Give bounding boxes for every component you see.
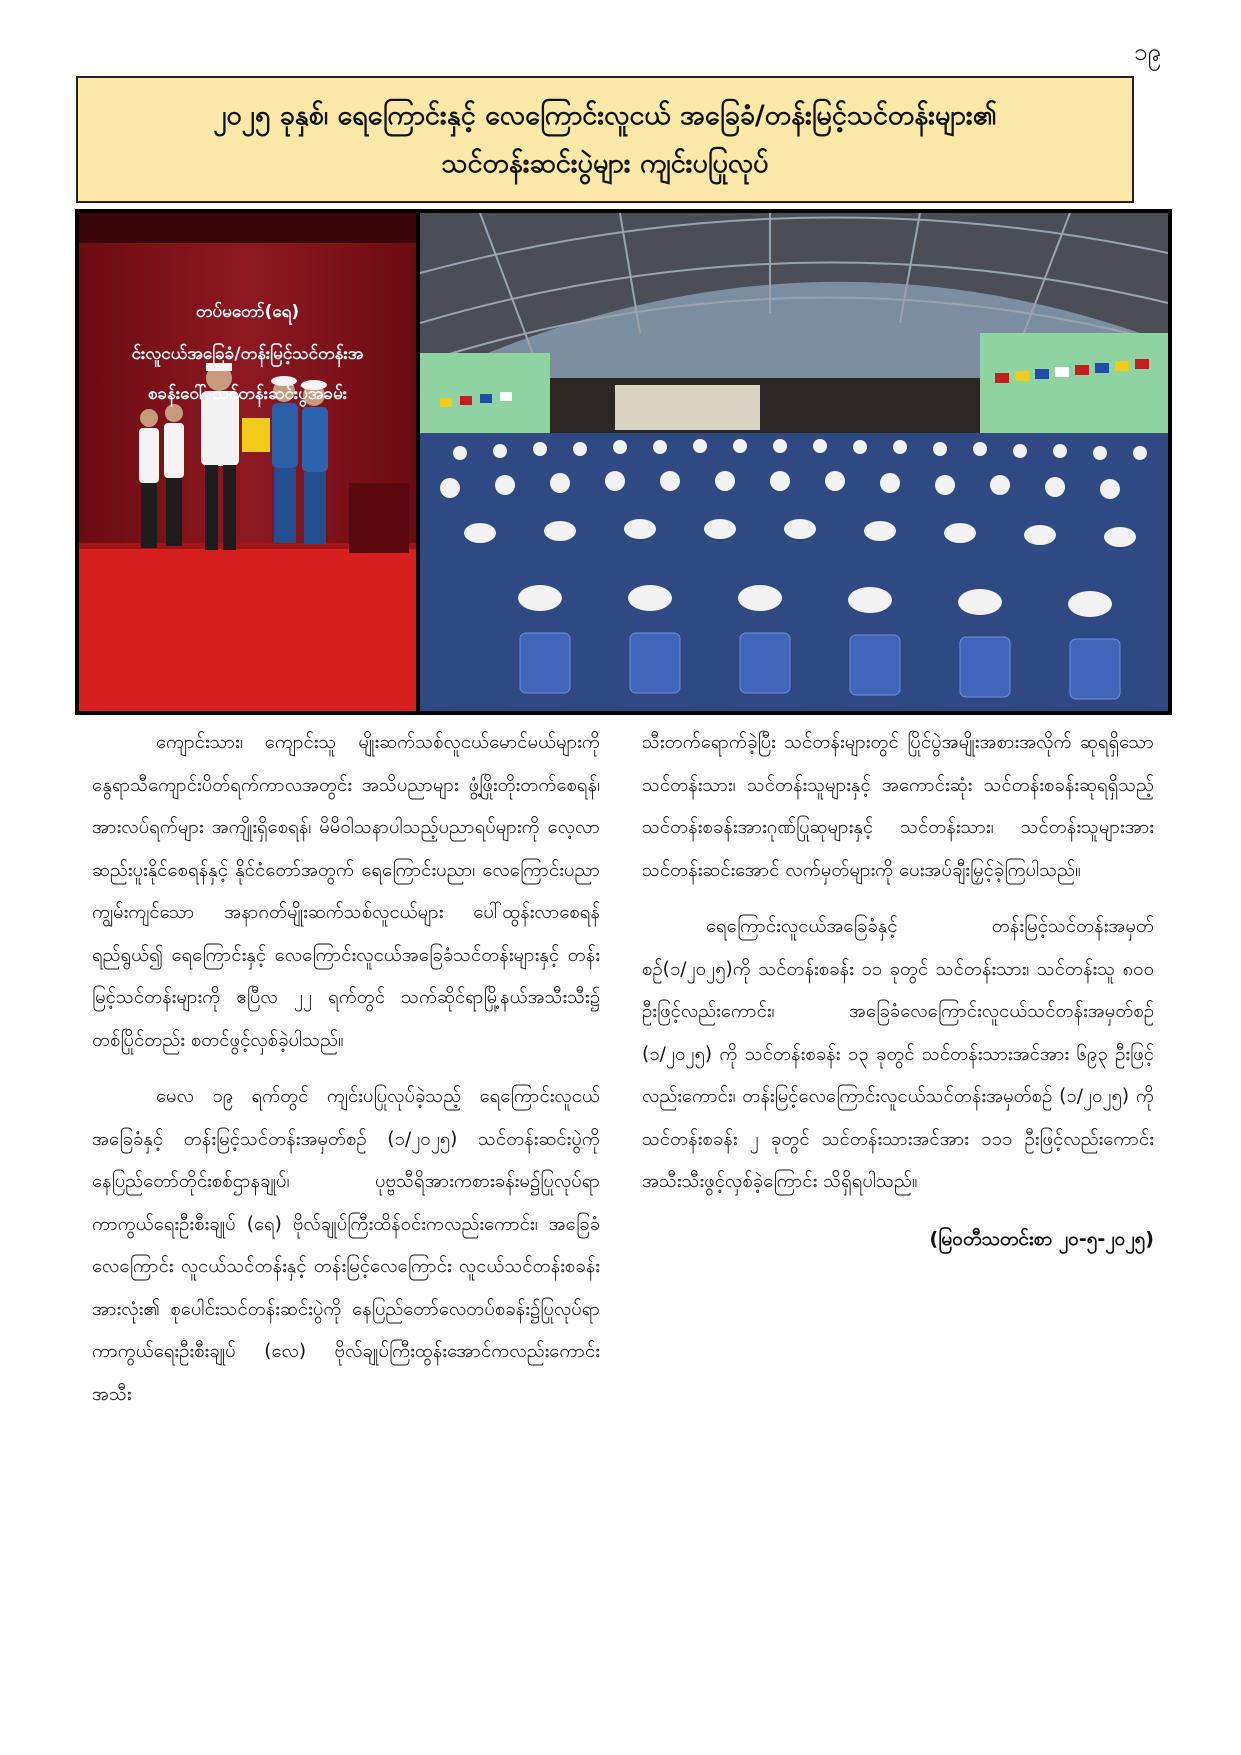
- photo-certificate-presentation: [79, 213, 416, 711]
- photo-strip: [75, 209, 1172, 715]
- stage-illustration: [79, 213, 416, 711]
- article-column-left: [92, 722, 600, 1430]
- page-number: ၁၉: [1134, 38, 1161, 66]
- article-paragraph: ရေကြောင်းလူငယ်အခြေခံနှင့် တန်းမြင့်သင်တန်းအမှတ်စဉ်(၁/၂၀၂၅)ကို သင်တန်းစခန်း ၁၁ ခုတွင် သင်တန်းသား၊ သင်တန်းသူ ၈၀၀ ဦးဖြင့်လည်းကောင်း၊ အခြေခံလေကြောင်းလူငယ်သင်တန်းအမှတ်စဉ် (၁/၂၀၂၅) ကို သင်တန်းစခန်း ၁၃ ခုတွင် သင်တန်းသားအင်အား ၆၉၃ ဦးဖြင့်လည်းကောင်း၊ တန်းမြင့်လေကြောင်းလူငယ်သင်တန်းအမှတ်စဉ် (၁/၂၀၂၅) ကို သင်တန်းစခန်း ၂ ခုတွင် သင်တန်းသားအင်အား ၁၁၁ ဦးဖြင့်လည်းကောင်း အသီးသီးဖွင့်လှစ်ခဲ့ကြောင်း သိရှိရပါသည်။: [642, 916, 1154, 1192]
- headline-line-1: ၂၀၂၅ ခုနှစ်၊ ရေကြောင်းနှင့် လေကြောင်းလူငယ် အခြေခံ/တန်းမြင့်သင်တန်းများ၏: [213, 100, 997, 132]
- article-paragraph: သီးတက်ရောက်ခဲ့ပြီး သင်တန်းများတွင် ပြိုင်ပွဲအမျိုးအစားအလိုက် ဆုရရှိသော သင်တန်းသား၊ သင်တန်းသူများနှင့် အကောင်းဆုံး သင်တန်းစခန်းဆုရရှိသည့် သင်တန်းစခန်းအားဂုဏ်ပြုဆုများနှင့် သင်တန်းသား၊ သင်တန်းသူများအား သင်တန်းဆင်းအောင် လက်မှတ်များကို ပေးအပ်ချီးမြှင့်ခဲ့ကြပါသည်။: [642, 732, 1154, 881]
- photo-graduation-hall: [420, 213, 1168, 711]
- source-citation: (မြဝတီသတင်းစာ ၂၀-၅-၂၀၂၅): [929, 1227, 1154, 1250]
- stage-banner-line-1: တပ်မတော်(ရေ): [195, 302, 300, 322]
- article-paragraph: ကျောင်းသား၊ ကျောင်းသူ မျိုးဆက်သစ်လူငယ်မောင်မယ်များကို နွေရာသီကျောင်းပိတ်ရက်ကာလအတွင်း အသိပညာများ ဖွံ့ဖြိုးတိုးတက်စေရန်၊ အားလပ်ရက်များ အကျိုးရှိစေရန်၊ မိမိဝါသနာပါသည့်ပညာရပ်များကို လေ့လာ ဆည်းပူးနိုင်စေရန်နှင့် နိုင်ငံတော်အတွက် ရေကြောင်းပညာ၊ လေကြောင်းပညာကျွမ်းကျင်သော အနာဂတ်မျိုးဆက်သစ်လူငယ်များ ပေါ်ထွန်းလာစေရန်ရည်ရွယ်၍ ရေကြောင်းနှင့် လေကြောင်းလူငယ်အခြေခံသင်တန်းများနှင့် တန်းမြင့်သင်တန်းများကို ဧပြီလ ၂၂ ရက်တွင် သက်ဆိုင်ရာမြို့နယ်အသီးသီး၌ တစ်ပြိုင်တည်း စတင်ဖွင့်လှစ်ခဲ့ပါသည်။: [92, 732, 600, 1051]
- headline-line-2: သင်တန်းဆင်းပွဲများ ကျင်းပပြုလုပ်: [441, 147, 769, 179]
- headline-box: [76, 76, 1134, 203]
- certificate-folder: [242, 418, 270, 452]
- stage-banner-line-2: င်းလူငယ်အခြေခံ/တန်းမြင့်သင်တန်းအ: [131, 344, 364, 364]
- hall-illustration: [420, 213, 1168, 711]
- article-column-right: [642, 722, 1154, 1260]
- article-paragraph: မေလ ၁၉ ရက်တွင် ကျင်းပပြုလုပ်ခဲ့သည့် ရေကြောင်းလူငယ်အခြေခံနှင့် တန်းမြင့်သင်တန်းအမှတ်စဉ် (၁/၂၀၂၅) သင်တန်းဆင်းပွဲကို နေပြည်တော်တိုင်းစစ်ဌာနချုပ်၊ ပုဗ္ဗသီရိအားကစားခန်းမ၌ပြုလုပ်ရာ ကာကွယ်ရေးဦးစီးချုပ် (ရေ) ဗိုလ်ချုပ်ကြီးထိန်ဝင်းကလည်းကောင်း၊ အခြေခံလေကြောင်း လူငယ်သင်တန်းနှင့် တန်းမြင့်လေကြောင်း လူငယ်သင်တန်းစခန်းအားလုံး၏ စုပေါင်းသင်တန်းဆင်းပွဲကို နေပြည်တော်လေတပ်စခန်း၌ပြုလုပ်ရာ ကာကွယ်ရေးဦးစီးချုပ် (လေ) ဗိုလ်ချုပ်ကြီးထွန်းအောင်ကလည်းကောင်း အသီး: [92, 1086, 600, 1405]
- stage-banner-line-3: စခန်းဝေါ် သင်တန်းဆင်းပွဲအခမ်း: [147, 384, 348, 404]
